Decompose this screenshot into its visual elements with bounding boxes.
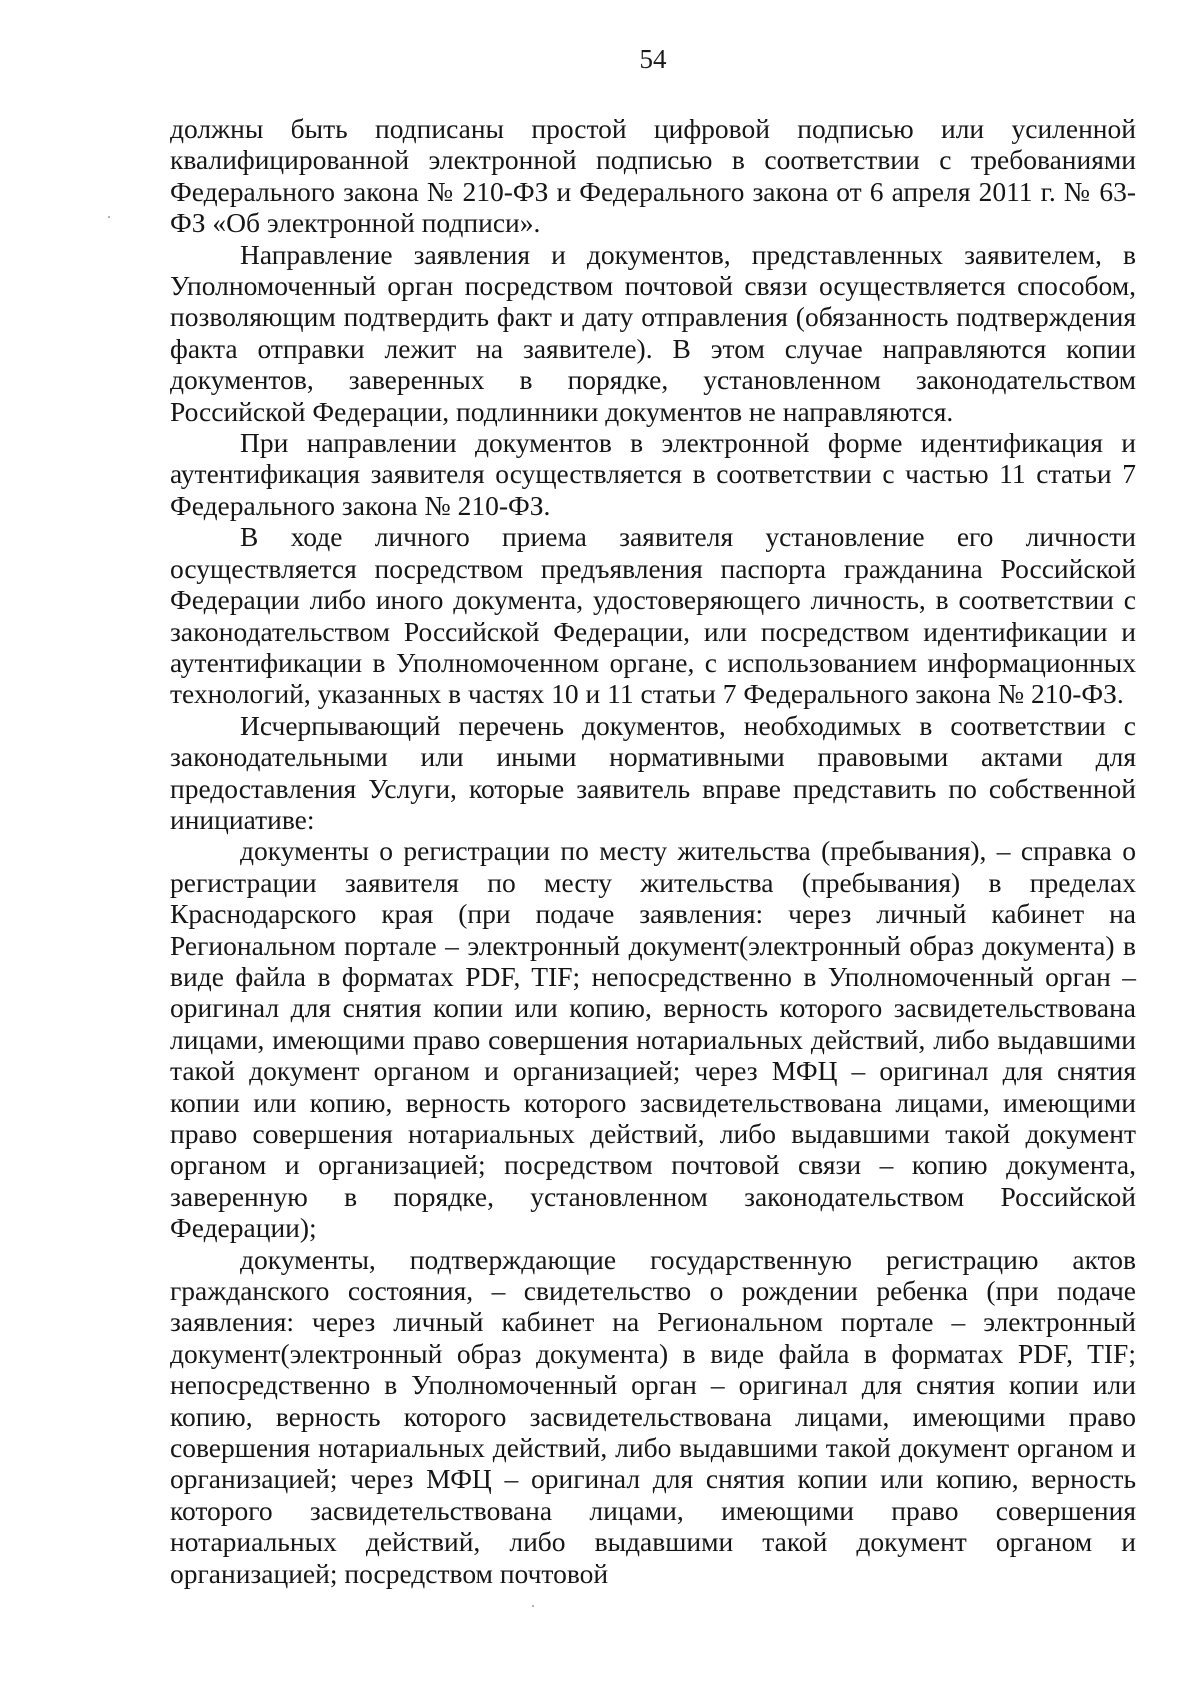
page-number: 54 [639, 44, 667, 74]
scan-artifact [532, 1605, 534, 1607]
paragraph: В ходе личного приема заявителя установление его личности осуществляется посредством предъявления паспорта гражданина Российской Федерации либо иного документа, удостоверяющего личность, в соответствии с законодательством Российской Федерации, или посредством идентификации и аутентификации в Уполномоченном органе, с использованием информационных технологий, указанных в частях 10 и 11 статьи 7 Федерального закона № 210-ФЗ. [170, 521, 1136, 710]
paragraph: должны быть подписаны простой цифровой подписью или усиленной квалифицированной электронной подписью в соответствии с требованиями Федерального закона № 210-ФЗ и Федерального закона от 6 апреля 2011 г. № 63-ФЗ «Об электронной подписи». [170, 113, 1136, 239]
paragraph: документы о регистрации по месту жительства (пребывания), – справка о регистрации заявителя по месту жительства (пребывания) в пределах Краснодарского края (при подаче заявления: через личный кабинет на Региональном портале – электронный документ(электронный образ документа) в виде файла в форматах PDF, TIF; непосредственно в Уполномоченный орган – оригинал для снятия копии или копию, верность которого засвидетельствована лицами, имеющими право совершения нотариальных действий, либо выдавшими такой документ органом и организацией; через МФЦ – оригинал для снятия копии или копию, верность которого засвидетельствована лицами, имеющими право совершения нотариальных действий, либо выдавшими такой документ органом и организацией; посредством почтовой связи – копию документа, заверенную в порядке, установленном законодательством Российской Федерации); [170, 835, 1136, 1244]
paragraph: При направлении документов в электронной форме идентификация и аутентификация заявителя осуществляется в соответствии с частью 11 статьи 7 Федерального закона № 210-ФЗ. [170, 427, 1136, 521]
scan-artifact [108, 216, 110, 218]
paragraph: документы, подтверждающие государственную регистрацию актов гражданского состояния, – свидетельство о рождении ребенка (при подаче заявления: через личный кабинет на Региональном портале – электронный документ(электронный образ документа) в виде файла в форматах PDF, TIF; непосредственно в Уполномоченный орган – оригинал для снятия копии или копию, верность которого засвидетельствована лицами, имеющими право совершения нотариальных действий, либо выдавшими такой документ органом и организацией; через МФЦ – оригинал для снятия копии или копию, верность которого засвидетельствована лицами, имеющими право совершения нотариальных действий, либо выдавшими такой документ органом и организацией; посредством почтовой [170, 1243, 1136, 1589]
paragraph: Направление заявления и документов, представленных заявителем, в Уполномоченный орган посредством почтовой связи осуществляется способом, позволяющим подтвердить факт и дату отправления (обязанность подтверждения факта отправки лежит на заявителе). В этом случае направляются копии документов, заверенных в порядке, установленном законодательством Российской Федерации, подлинники документов не направляются. [170, 238, 1136, 427]
document-body [170, 113, 1136, 1589]
paragraph: Исчерпывающий перечень документов, необходимых в соответствии с законодательными или иными нормативными правовыми актами для предоставления Услуги, которые заявитель вправе представить по собственной инициативе: [170, 709, 1136, 835]
